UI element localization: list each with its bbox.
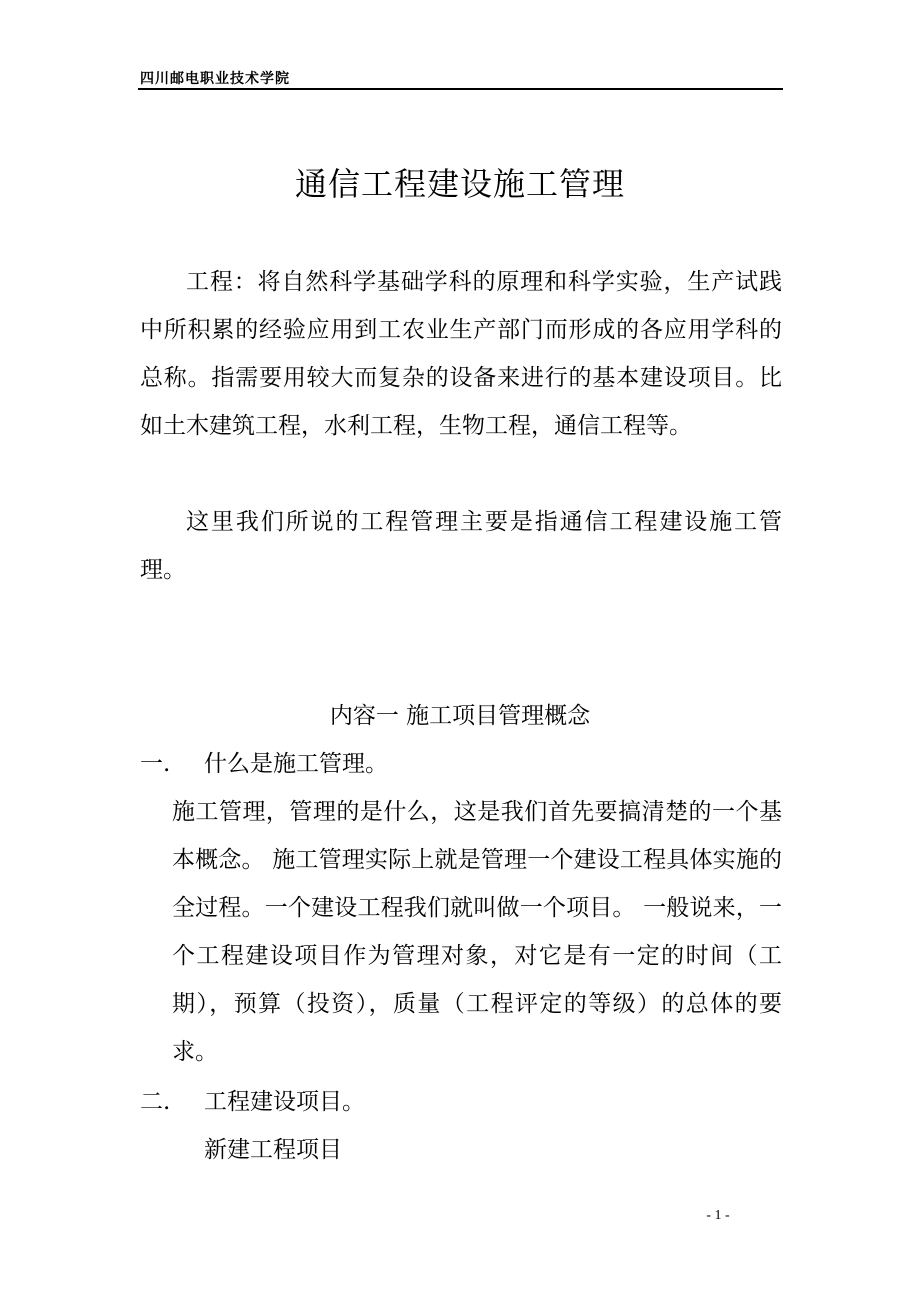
heading-text: 什么是施工管理。: [204, 751, 388, 777]
paragraph-scope: 这里我们所说的工程管理主要是指通信工程建设施工管理。: [140, 509, 782, 583]
header-institution: 四川邮电职业技术学院: [140, 71, 290, 87]
page-number-container: [0, 1208, 920, 1224]
heading-item-2: [140, 1078, 365, 1126]
heading-item-1: [140, 740, 388, 788]
header-rule: [138, 88, 783, 90]
heading-number: 二.: [140, 1089, 171, 1115]
section-title: 内容一 施工项目管理概念: [329, 703, 591, 729]
item-1-body: 施工管理，管理的是什么，这是我们首先要搞清楚的一个基本概念。 施工管理实际上就是管理一个建设工程具体实施的全过程。一个建设工程我们就叫做一个项目。 一般说来，一个工程建设项目作为管理对象，对它是有一定的时间（工期），预算（投资），质量（工程评定的等级）的总体的要求。: [172, 799, 782, 1065]
paragraph-engineering-definition: 工程：将自然科学基础学科的原理和科学实验，生产试践中所积累的经验应用到工农业生产部门而形成的各应用学科的总称。指需要用较大而复杂的设备来进行的基本建设项目。比如土木建筑工程，水利工程，生物工程，通信工程等。: [140, 269, 782, 439]
document-title: 通信工程建设施工管理: [294, 165, 625, 203]
heading-number: 一.: [140, 751, 171, 777]
page-number: - 1 -: [706, 1208, 730, 1223]
heading-text: 工程建设项目。: [204, 1089, 365, 1115]
item-2-subitem: 新建工程项目: [204, 1137, 342, 1163]
